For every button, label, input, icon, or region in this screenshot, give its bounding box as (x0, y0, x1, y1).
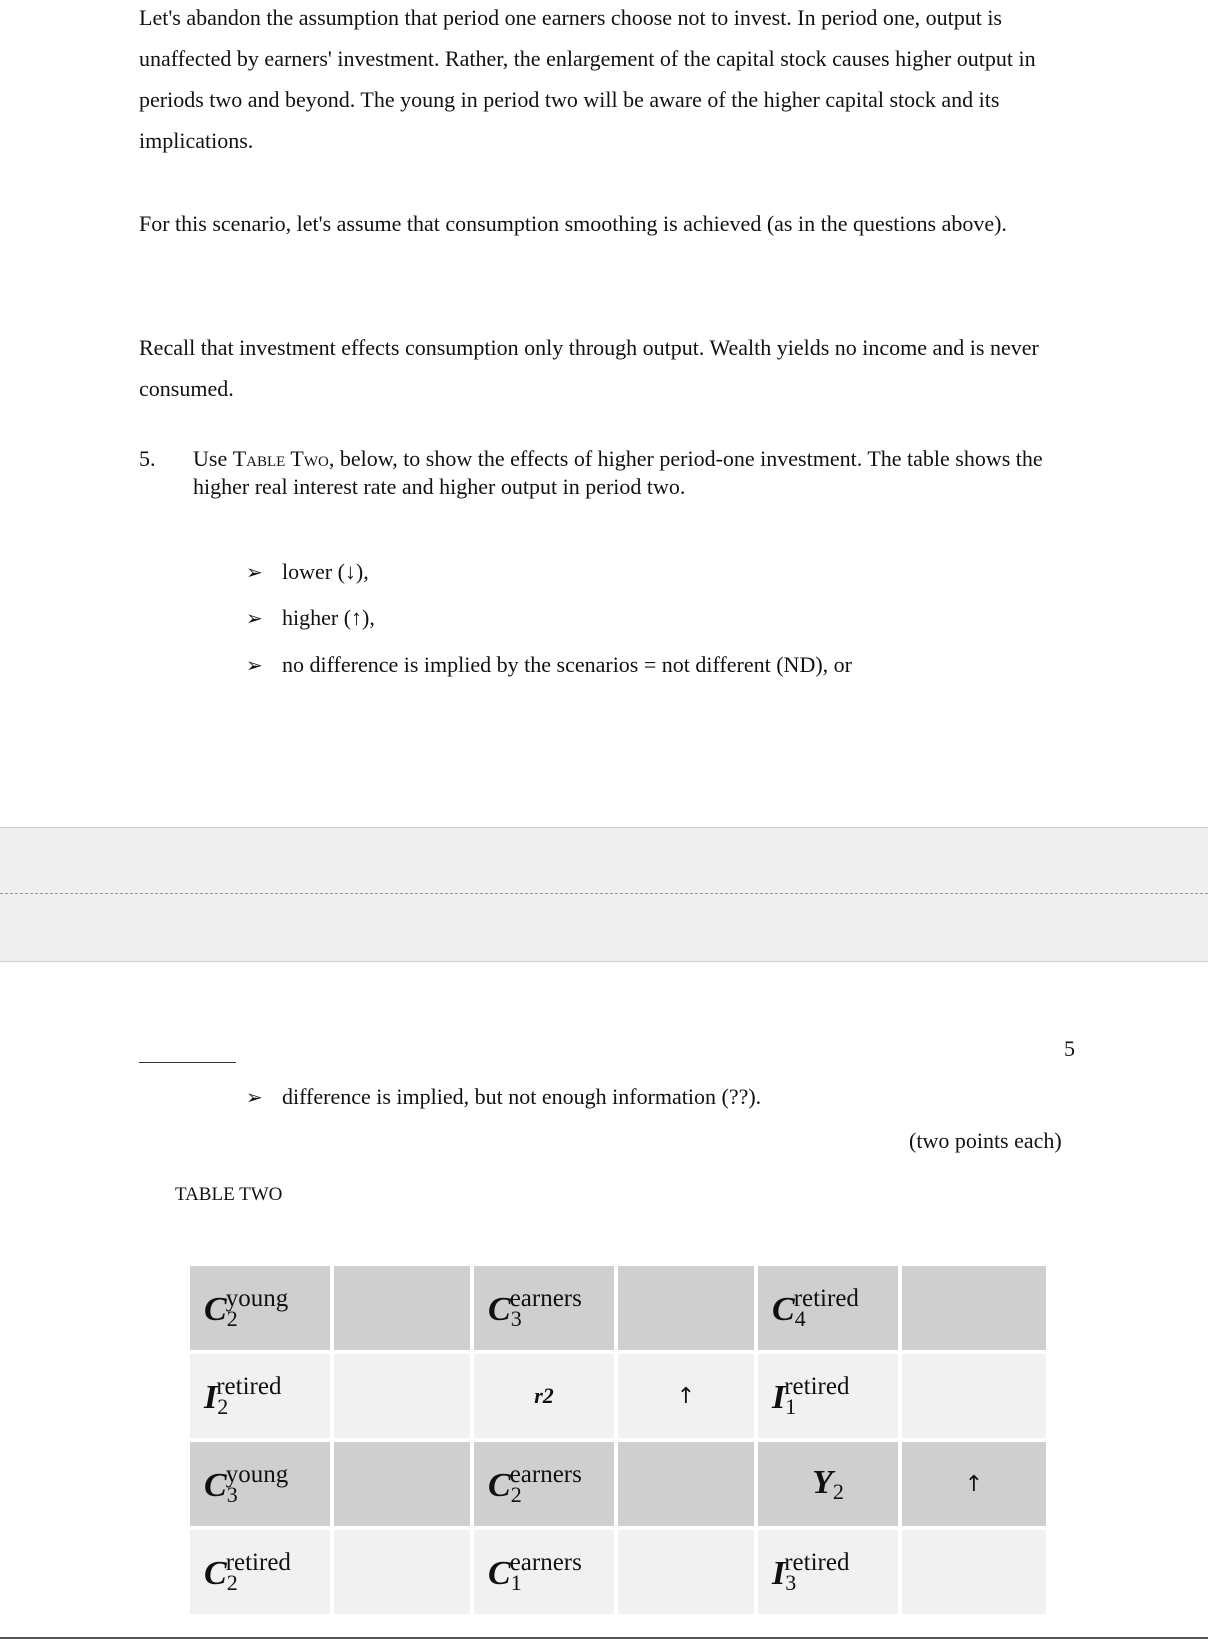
answer-cell[interactable] (334, 1530, 470, 1614)
arrowhead-bullet-icon: ➢ (246, 608, 263, 630)
answer-cell[interactable] (902, 1530, 1046, 1614)
page-bottom-rule (0, 1637, 1208, 1639)
question-text: Use Table Two, below, to show the effects of higher period-one investment. The table shows the higher real interest rate and higher output in period two. (193, 446, 1043, 499)
arrowhead-bullet-icon: ➢ (246, 1087, 263, 1109)
var-cell: $I_2^{retired}$ (190, 1354, 330, 1438)
var-cell-r2: r2 (474, 1354, 614, 1438)
var-cell: $C_2^{young}$ (190, 1266, 330, 1350)
answer-cell[interactable] (618, 1266, 754, 1350)
table-row (190, 1530, 1046, 1614)
arrowhead-bullet-icon: ➢ (246, 562, 263, 584)
answer-cell[interactable] (334, 1266, 470, 1350)
arrowhead-bullet-icon: ➢ (246, 655, 263, 677)
var-cell: $I_3^{retired}$ (758, 1530, 898, 1614)
answer-table (186, 1262, 1050, 1618)
bullet-not-different: ➢ no difference is implied by the scenarios = not different (ND), or (246, 651, 852, 680)
table-reference: Table Two (232, 446, 329, 471)
answer-cell[interactable] (334, 1354, 470, 1438)
var-cell: $C_1^{earners}$ (474, 1530, 614, 1614)
table-row (190, 1442, 1046, 1526)
bullet-higher: ➢ higher (↑), (246, 604, 375, 633)
question-number: 5. (139, 446, 156, 471)
answer-cell[interactable] (618, 1442, 754, 1526)
page-number: 5 (1064, 1036, 1075, 1061)
points-note: (two points each) (909, 1128, 1062, 1153)
table-row (190, 1354, 1046, 1438)
answer-cell[interactable] (618, 1530, 754, 1614)
bullet-lower: ➢ lower (↓), (246, 558, 369, 587)
up-arrow-icon: ↑ (676, 1384, 696, 1409)
page-break-band-top (0, 827, 1208, 894)
intro-paragraph-1: Let's abandon the assumption that period one earners choose not to invest. In period one, output is unaffected by earners' investment. Rather, the enlargement of the capital stock causes higher output in periods two and beyond. The young in period two will be aware of the higher capital stock and its implications. (139, 5, 1036, 153)
var-cell: $I_1^{retired}$ (758, 1354, 898, 1438)
bullet-not-enough-info: ➢ difference is implied, but not enough information (??). (246, 1083, 761, 1112)
page-break-band-bottom (0, 894, 1208, 962)
up-arrow-icon: ↑ (964, 1472, 984, 1497)
answer-cell[interactable] (902, 1354, 1046, 1438)
table-row (190, 1266, 1046, 1350)
answer-cell[interactable] (902, 1442, 1046, 1526)
var-cell: $C_3^{young}$ (190, 1442, 330, 1526)
answer-cell[interactable] (334, 1442, 470, 1526)
answer-cell[interactable] (618, 1354, 754, 1438)
var-cell: $C_3^{earners}$ (474, 1266, 614, 1350)
intro-paragraph-3: Recall that investment effects consumption only through output. Wealth yields no income and is never consumed. (139, 335, 1039, 401)
intro-paragraph-2: For this scenario, let's assume that consumption smoothing is achieved (as in the questions above). (139, 211, 1007, 236)
var-cell: $C_2^{retired}$ (190, 1530, 330, 1614)
var-cell-y2: $Y_2$ (758, 1442, 898, 1526)
table-label: TABLE TWO (175, 1184, 283, 1205)
var-cell: $C_4^{retired}$ (758, 1266, 898, 1350)
footnote-rule (139, 1062, 236, 1063)
var-cell: $C_2^{earners}$ (474, 1442, 614, 1526)
answer-cell[interactable] (902, 1266, 1046, 1350)
